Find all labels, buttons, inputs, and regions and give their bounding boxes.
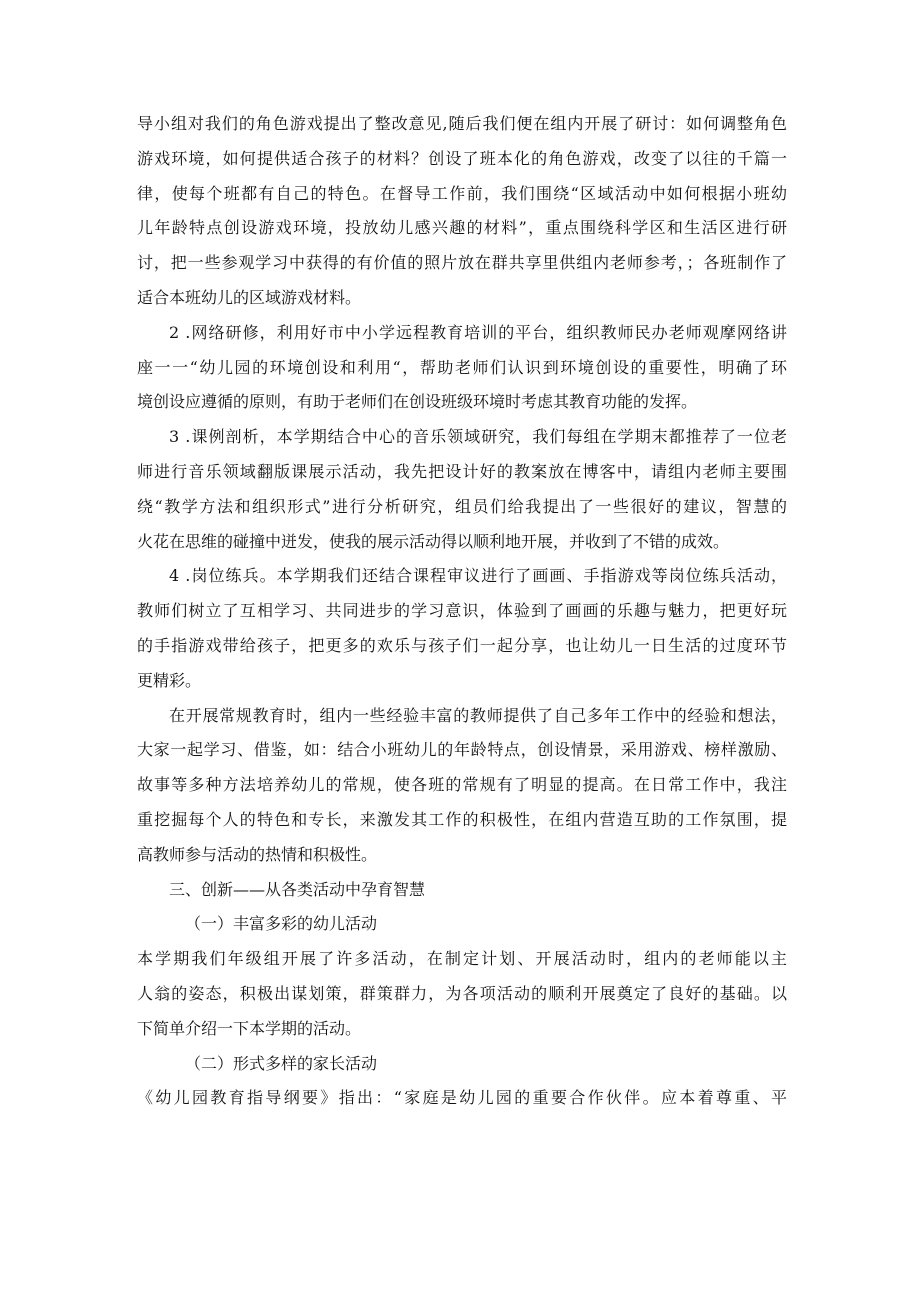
text-line: 3 .课例剖析，本学期结合中心的音乐领域研究，我们每组在学期末都推荐了一位老 (169, 427, 787, 447)
text-line: 故事等多种方法培养幼儿的常规，使各班的常规有了明显的提高。在日常工作中，我注 (137, 775, 787, 795)
text-line: 2 .网络研修，利用好市中小学远程教育培训的平台，组织教师民办老师观摩网络讲 (169, 322, 787, 342)
text-line: 《幼儿园教育指导纲要》指出：“家庭是幼儿园的重要合作伙伴。应本着尊重、平 (137, 1088, 787, 1108)
text-line: 教师们树立了互相学习、共同进步的学习意识，体验到了画画的乐趣与魅力，把更好玩 (137, 601, 787, 621)
text-line: 儿年龄特点创设游戏环境，投放幼儿感兴趣的材料”，重点围绕科学区和生活区进行研 (137, 218, 787, 238)
text-line: 人翁的姿态，积极出谋划策，群策群力，为各项活动的顺利开展奠定了良好的基础。以 (137, 983, 787, 1003)
text-line: 师进行音乐领域翻版课展示活动，我先把设计好的教案放在博客中，请组内老师主要围 (137, 461, 787, 481)
text-line: 的手指游戏带给孩子，把更多的欢乐与孩子们一起分享，也让幼儿一日生活的过度环节 (137, 635, 787, 655)
text-line: 火花在思维的碰撞中迸发，使我的展示活动得以顺利地开展，并收到了不错的成效。 (137, 531, 730, 551)
text-line: 大家一起学习、借鉴，如：结合小班幼儿的年龄特点，创设情景，采用游戏、榜样激励、 (137, 740, 787, 760)
text-line: 导小组对我们的角色游戏提出了整改意见,随后我们便在组内开展了研讨：如何调整角色 (137, 114, 787, 133)
text-line: 本学期我们年级组开展了许多活动，在制定计划、开展活动时，组内的老师能以主 (137, 949, 787, 969)
text-line: 在开展常规教育时，组内一些经验丰富的教师提供了自己多年工作中的经验和想法， (169, 705, 787, 725)
text-line: （一）丰富多彩的幼儿活动 (185, 914, 378, 934)
text-line: 讨，把一些参观学习中获得的有价值的照片放在群共享里供组内老师参考，；各班制作了 (137, 253, 787, 273)
text-line: 境创设应遵循的原则，有助于老师们在创设班级环境时考虑其教育功能的发挥。 (137, 392, 698, 412)
text-line: 4 .岗位练兵。本学期我们还结合课程审议进行了画画、手指游戏等岗位练兵活动， (169, 566, 787, 586)
text-line: 游戏环境，如何提供适合孩子的材料？创设了班本化的角色游戏，改变了以往的千篇一 (137, 148, 787, 168)
text-line: 高教师参与活动的热情和积极性。 (137, 844, 378, 864)
text-line: 重挖掘每个人的特色和专长，来激发其工作的积极性，在组内营造互助的工作氛围，提 (137, 809, 787, 829)
text-line: 律，使每个班都有自己的特色。在督导工作前，我们围绕“区域活动中如何根据小班幼 (137, 183, 787, 203)
text-line: 适合本班幼儿的区域游戏材料。 (137, 287, 362, 307)
text-line: 下简单介绍一下本学期的活动。 (137, 1018, 362, 1038)
text-line: 更精彩。 (137, 670, 202, 690)
text-line: 座一一“幼儿园的环境创设和利用“，帮助老师们认识到环境创设的重要性，明确了环 (137, 357, 787, 377)
text-line: 绕“教学方法和组织形式”进行分析研究，组员们给我提出了一些很好的建议，智慧的 (137, 496, 787, 516)
text-line: （二）形式多样的家长活动 (185, 1053, 378, 1073)
text-line: 三、创新——从各类活动中孕育智慧 (169, 879, 426, 899)
document-body (137, 114, 787, 1123)
